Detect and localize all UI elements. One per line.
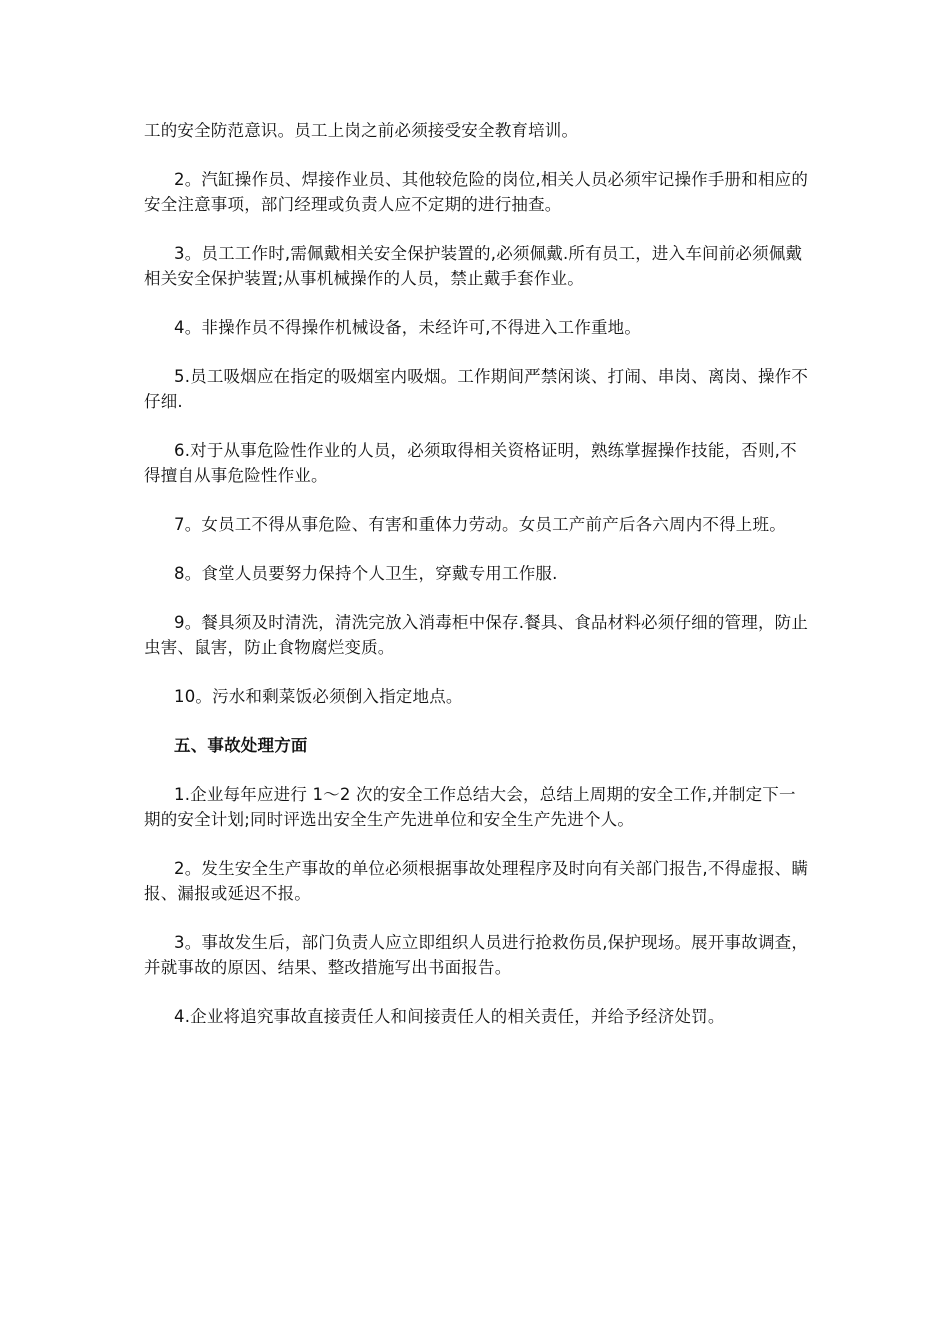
accident-item-2: 2。发生安全生产事故的单位必须根据事故处理程序及时向有关部门报告,不得虚报、瞒报、漏报或延迟不报。 <box>144 859 809 903</box>
section-heading: 五、事故处理方面 <box>174 736 308 755</box>
paragraph-item-9: 9。餐具须及时清洗，清洗完放入消毒柜中保存.餐具、食品材料必须仔细的管理，防止虫害、鼠害，防止食物腐烂变质。 <box>144 613 809 657</box>
paragraph-item-4: 4。非操作员不得操作机械设备，未经许可,不得进入工作重地。 <box>174 318 642 337</box>
paragraph-item-7: 7。女员工不得从事危险、有害和重体力劳动。女员工产前产后各六周内不得上班。 <box>174 515 786 534</box>
paragraph-item-10: 10。污水和剩菜饭必须倒入指定地点。 <box>174 687 463 706</box>
accident-item-3: 3。事故发生后，部门负责人应立即组织人员进行抢救伤员,保护现场。展开事故调查，并就事故的原因、结果、整改措施写出书面报告。 <box>144 933 809 977</box>
paragraph-item-8: 8。食堂人员要努力保持个人卫生，穿戴专用工作服. <box>174 564 558 583</box>
paragraph-item-2: 2。汽缸操作员、焊接作业员、其他较危险的岗位,相关人员必须牢记操作手册和相应的安全注意事项，部门经理或负责人应不定期的进行抽查。 <box>144 170 809 214</box>
paragraph-continuation: 工的安全防范意识。员工上岗之前必须接受安全教育培训。 <box>144 121 579 140</box>
paragraph-item-3: 3。员工工作时,需佩戴相关安全保护装置的,必须佩戴.所有员工，进入车间前必须佩戴相关安全保护装置;从事机械操作的人员，禁止戴手套作业。 <box>144 244 803 288</box>
paragraph-item-5: 5.员工吸烟应在指定的吸烟室内吸烟。工作期间严禁闲谈、打闹、串岗、离岗、操作不仔细. <box>144 367 809 411</box>
document-page <box>144 118 812 1053</box>
paragraph-item-6: 6.对于从事危险性作业的人员，必须取得相关资格证明，熟练掌握操作技能，否则,不得擅自从事危险性作业。 <box>144 441 797 485</box>
accident-item-4: 4.企业将追究事故直接责任人和间接责任人的相关责任，并给予经济处罚。 <box>174 1007 725 1026</box>
accident-item-1: 1.企业每年应进行 1～2 次的安全工作总结大会，总结上周期的安全工作,并制定下一期的安全计划;同时评选出安全生产先进单位和安全生产先进个人。 <box>144 785 796 829</box>
